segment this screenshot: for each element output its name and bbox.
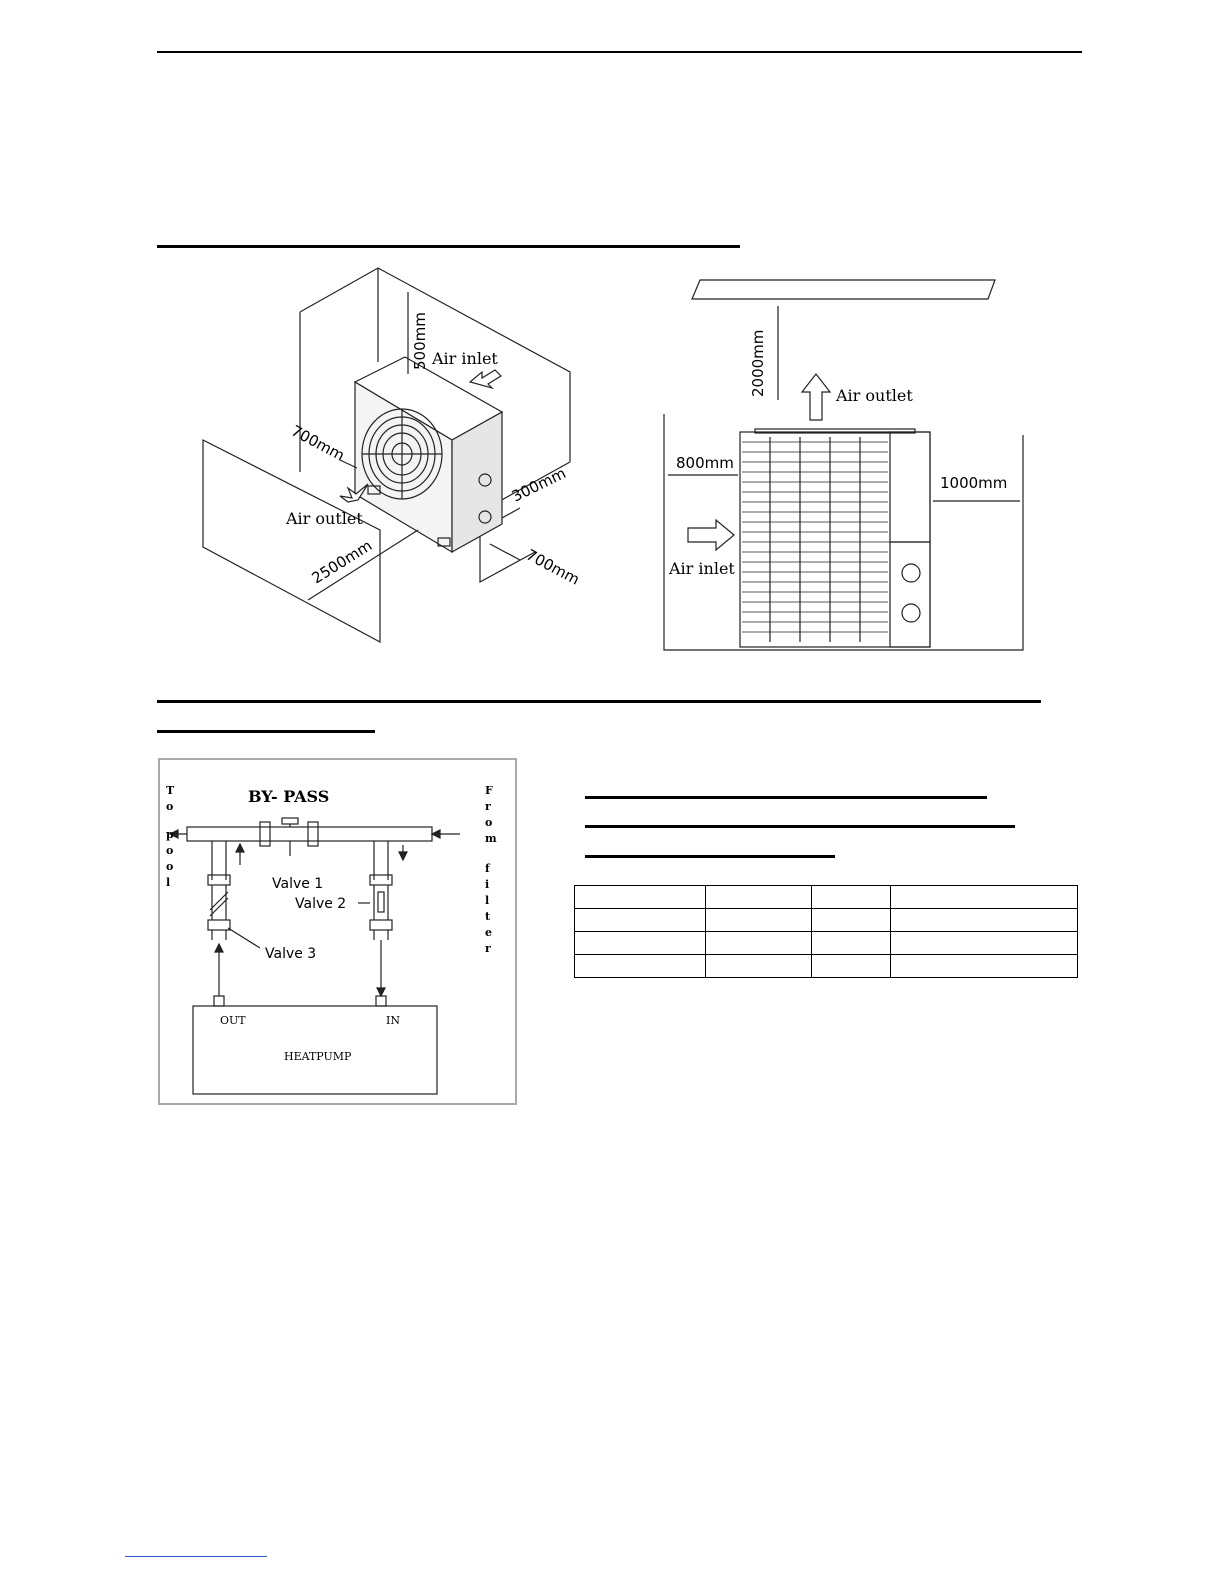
empty-table <box>574 885 1078 978</box>
air-outlet-label: Air outlet <box>286 509 363 528</box>
to-pool-label: T o p o o l <box>166 784 175 889</box>
dim-left-label: 800mm <box>676 454 734 472</box>
table-row <box>575 932 1078 955</box>
note-underline-3 <box>585 855 835 858</box>
dim-front-label: 2500mm <box>308 536 376 588</box>
section-heading-underline-2a <box>157 700 1041 703</box>
section-heading-underline-1 <box>157 245 740 248</box>
bypass-diagram <box>160 760 516 1104</box>
valve1-label: Valve 1 <box>272 876 324 892</box>
air-inlet-label: Air inlet <box>669 559 735 578</box>
valve2-label: Valve 2 <box>295 896 347 912</box>
installation-clearance-front-diagram <box>660 272 1030 657</box>
section-heading-underline-2b <box>157 730 375 733</box>
header-rule <box>157 51 1082 53</box>
air-outlet-label: Air outlet <box>836 386 913 405</box>
dim-right-label: 300mm <box>508 464 569 506</box>
dim-top-label: 2000mm <box>749 329 767 397</box>
installation-clearance-iso-diagram <box>190 262 610 652</box>
dim-right-label: 1000mm <box>940 474 1008 492</box>
table-row <box>575 886 1078 909</box>
dim-left-label: 700mm <box>288 421 348 465</box>
heatpump-label: HEATPUMP <box>284 1050 352 1063</box>
out-label: OUT <box>220 1014 246 1027</box>
dim-bottom-right-label: 700mm <box>523 545 583 589</box>
footer-link-underline <box>125 1556 267 1557</box>
in-label: IN <box>386 1014 400 1027</box>
note-underline-2 <box>585 825 1015 828</box>
from-filter-label: F r o m f i l t e r <box>485 784 497 955</box>
table-row <box>575 909 1078 932</box>
table-row <box>575 955 1078 978</box>
air-inlet-label: Air inlet <box>432 349 498 368</box>
note-underline-1 <box>585 796 987 799</box>
bypass-title: BY- PASS <box>248 787 330 806</box>
valve3-label: Valve 3 <box>265 946 317 962</box>
dim-top-label: 500mm <box>411 312 429 370</box>
